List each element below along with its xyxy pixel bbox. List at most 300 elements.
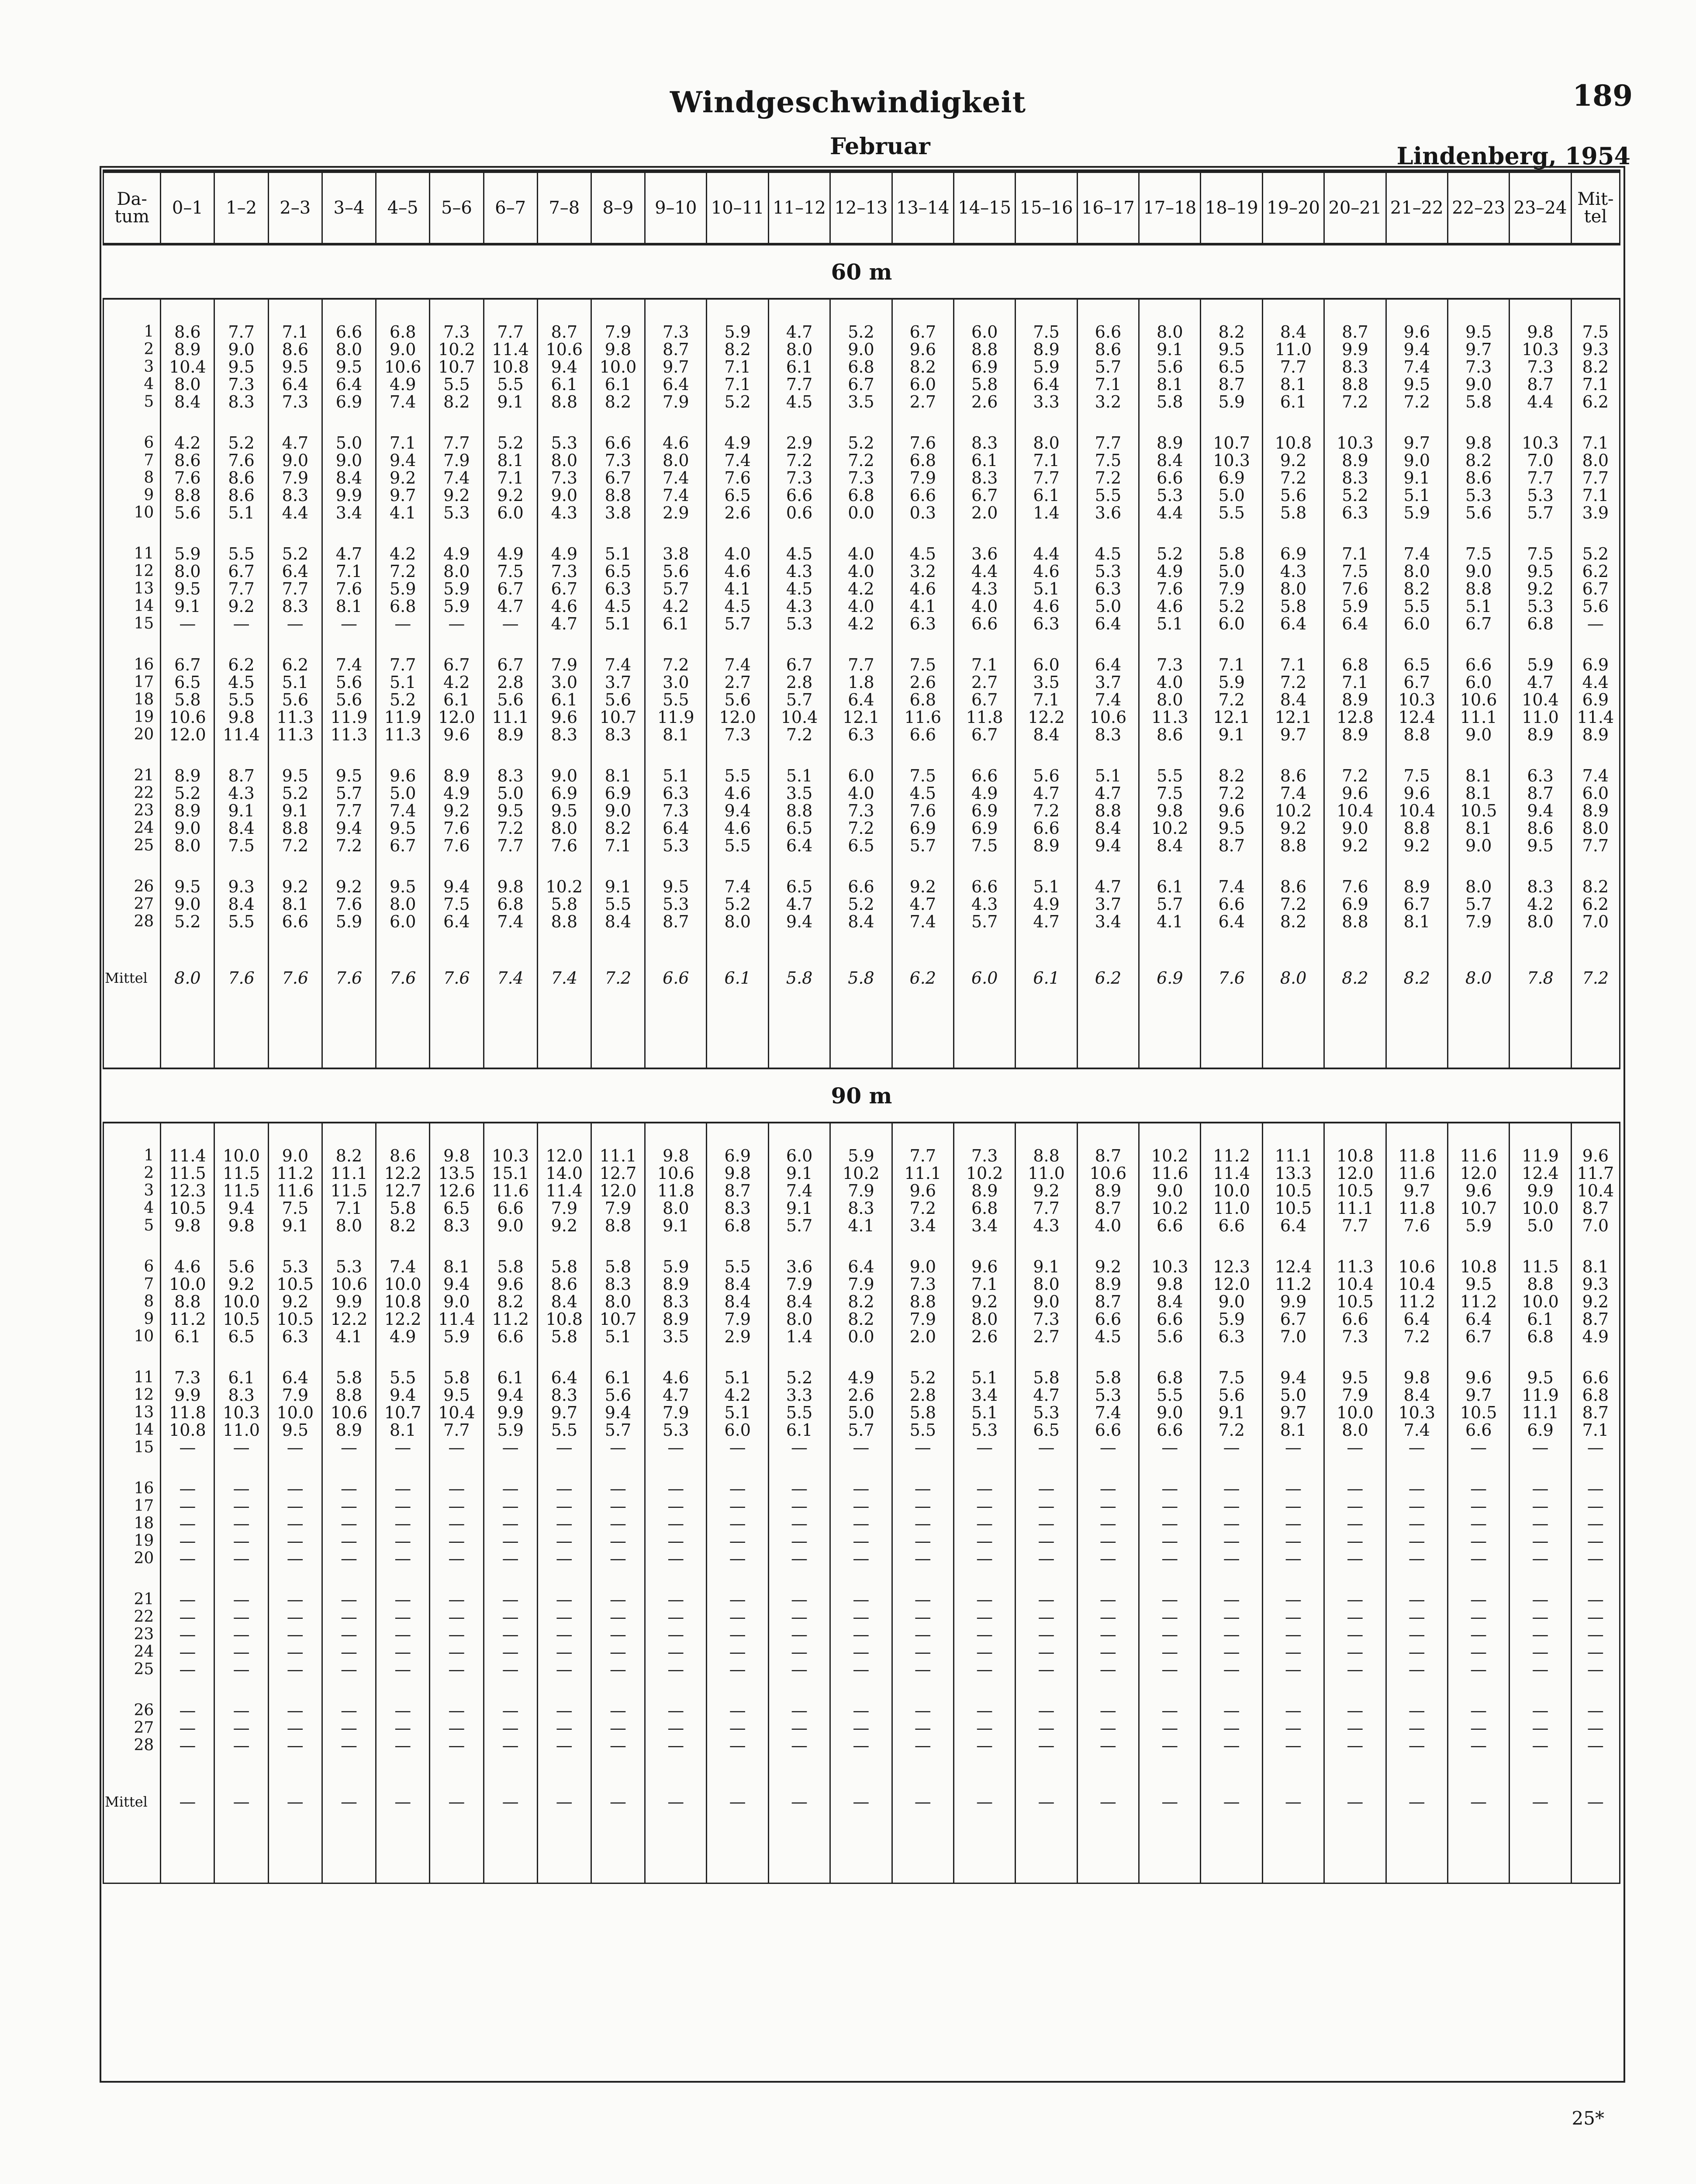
empty-cell (1077, 1456, 1139, 1480)
value-cell: — (1509, 1737, 1571, 1754)
value-cell: 7.3 (537, 469, 591, 487)
value-cell: 3.4 (1077, 913, 1139, 930)
empty-cell (892, 1754, 953, 1778)
value-cell: — (707, 1608, 768, 1626)
value-cell: 8.8 (768, 802, 830, 819)
value-cell: 8.6 (214, 469, 268, 487)
mean-value-cell: 8.0 (1447, 954, 1509, 1002)
empty-cell (768, 1002, 830, 1068)
value-cell: 8.8 (591, 1217, 645, 1234)
empty-cell (1324, 1002, 1386, 1068)
value-cell: 10.3 (1386, 1404, 1447, 1421)
empty-cell (1386, 1754, 1447, 1778)
empty-cell (1324, 522, 1386, 545)
value-cell: 11.8 (645, 1182, 707, 1199)
value-cell: 9.4 (376, 452, 430, 469)
empty-cell (537, 1234, 591, 1258)
day-cell: 15 (104, 1439, 161, 1456)
value-cell: 7.2 (322, 837, 376, 854)
value-cell: 8.2 (430, 393, 484, 411)
value-cell: 5.3 (1509, 598, 1571, 615)
value-cell: 7.3 (430, 323, 484, 341)
empty-cell (268, 1456, 322, 1480)
value-cell: 8.3 (953, 469, 1015, 487)
value-cell: 7.0 (1509, 452, 1571, 469)
value-cell: 5.3 (1139, 487, 1201, 504)
mean-value-cell: — (591, 1778, 645, 1826)
value-cell: — (161, 1480, 214, 1497)
day-cell: 14 (104, 1421, 161, 1439)
value-cell: 7.2 (1324, 767, 1386, 784)
empty-cell (161, 1754, 214, 1778)
value-cell: 3.4 (953, 1217, 1015, 1234)
daily-mean-cell: — (1571, 615, 1620, 632)
empty-cell (1077, 1826, 1139, 1883)
spacer-row (104, 1234, 1620, 1258)
value-cell: — (322, 1608, 376, 1626)
value-cell: — (214, 1719, 268, 1737)
value-cell: 11.4 (484, 341, 537, 358)
value-cell: — (1447, 1480, 1509, 1497)
daily-mean-cell: 6.0 (1571, 784, 1620, 802)
value-cell: 9.8 (1509, 323, 1571, 341)
value-cell: 11.4 (430, 1310, 484, 1328)
value-cell: — (484, 1532, 537, 1550)
empty-cell (830, 411, 892, 434)
daily-mean-cell: 8.2 (1571, 878, 1620, 895)
header-hour: 21–22 (1386, 171, 1447, 244)
daily-mean-cell: 4.9 (1571, 1328, 1620, 1345)
value-cell: 5.7 (953, 913, 1015, 930)
header-hour: 4–5 (376, 171, 430, 244)
value-cell: 4.5 (768, 393, 830, 411)
value-cell: 10.0 (214, 1147, 268, 1165)
empty-cell (830, 1567, 892, 1591)
day-cell: 3 (104, 1182, 161, 1199)
value-cell: 7.6 (537, 837, 591, 854)
value-cell: 7.7 (768, 376, 830, 393)
day-cell: 23 (104, 1626, 161, 1643)
value-cell: 5.9 (430, 598, 484, 615)
value-cell: 7.2 (1201, 691, 1262, 708)
value-cell: 6.6 (830, 878, 892, 895)
value-cell: 7.5 (892, 656, 953, 674)
empty-cell (1262, 632, 1324, 656)
value-cell: — (830, 1702, 892, 1719)
daily-mean-cell: 7.4 (1571, 767, 1620, 784)
empty-cell (1262, 930, 1324, 954)
value-cell: 9.2 (1509, 580, 1571, 598)
value-cell: 8.8 (322, 1386, 376, 1404)
value-cell: 10.5 (161, 1199, 214, 1217)
value-cell: — (1016, 1719, 1077, 1737)
value-cell: 5.1 (1077, 767, 1139, 784)
value-cell: 5.6 (268, 691, 322, 708)
value-cell: 3.2 (1077, 393, 1139, 411)
value-cell: 4.6 (645, 434, 707, 452)
value-cell: 10.3 (1509, 341, 1571, 358)
empty-cell (830, 1678, 892, 1702)
value-cell: 9.7 (1386, 434, 1447, 452)
value-cell: 8.2 (484, 1293, 537, 1310)
empty-cell (537, 930, 591, 954)
value-cell: — (1447, 1439, 1509, 1456)
value-cell: 4.7 (537, 615, 591, 632)
value-cell: — (484, 615, 537, 632)
value-cell: 9.6 (537, 708, 591, 726)
day-cell: 19 (104, 1532, 161, 1550)
empty-cell (430, 1678, 484, 1702)
table-row (104, 1497, 1620, 1515)
empty-cell (645, 1123, 707, 1147)
daily-mean-cell: 6.6 (1571, 1369, 1620, 1386)
value-cell: 4.2 (707, 1386, 768, 1404)
header-hour: 2–3 (268, 171, 322, 244)
empty-cell (645, 1826, 707, 1883)
value-cell: 4.3 (768, 563, 830, 580)
value-cell: — (1262, 1608, 1324, 1626)
empty-cell (1509, 1002, 1571, 1068)
value-cell: 4.6 (707, 784, 768, 802)
value-cell: — (376, 1737, 430, 1754)
value-cell: 8.1 (1262, 1421, 1324, 1439)
value-cell: — (953, 1515, 1015, 1532)
value-cell: 9.5 (1509, 1369, 1571, 1386)
empty-cell (1324, 1567, 1386, 1591)
value-cell: 9.5 (1386, 376, 1447, 393)
value-cell: 6.7 (430, 656, 484, 674)
value-cell: 7.7 (376, 656, 430, 674)
value-cell: 9.9 (484, 1404, 537, 1421)
value-cell: 8.3 (537, 1386, 591, 1404)
value-cell: 6.0 (1201, 615, 1262, 632)
value-cell: 8.6 (1262, 878, 1324, 895)
empty-cell (484, 854, 537, 878)
value-cell: 7.2 (645, 656, 707, 674)
value-cell: 10.0 (161, 1275, 214, 1293)
day-cell: 26 (104, 878, 161, 895)
value-cell: — (1077, 1643, 1139, 1661)
mean-value-cell: 8.2 (1324, 954, 1386, 1002)
value-cell: 7.1 (953, 1275, 1015, 1293)
value-cell: 6.0 (376, 913, 430, 930)
value-cell: 9.5 (1447, 323, 1509, 341)
empty-cell (161, 1456, 214, 1480)
value-cell: — (1201, 1608, 1262, 1626)
value-cell: 12.3 (1201, 1258, 1262, 1275)
value-cell: — (1016, 1480, 1077, 1497)
empty-cell (830, 1456, 892, 1480)
empty-cell (268, 1567, 322, 1591)
value-cell: 5.1 (1447, 598, 1509, 615)
value-cell: — (953, 1661, 1015, 1678)
empty-cell (1386, 854, 1447, 878)
value-cell: 8.9 (161, 802, 214, 819)
value-cell: — (268, 1439, 322, 1456)
empty-cell (1386, 1123, 1447, 1147)
value-cell: 5.5 (214, 691, 268, 708)
value-cell: 7.1 (707, 358, 768, 376)
header-date: Da-tum (104, 171, 161, 244)
value-cell: 8.0 (322, 341, 376, 358)
value-cell: 8.4 (1386, 1386, 1447, 1404)
value-cell: 5.7 (892, 837, 953, 854)
value-cell: — (1016, 1497, 1077, 1515)
value-cell: 8.4 (1139, 837, 1201, 854)
value-cell: 4.7 (768, 895, 830, 913)
value-cell: — (591, 1737, 645, 1754)
empty-cell (892, 930, 953, 954)
value-cell: — (484, 1661, 537, 1678)
value-cell: 11.8 (1386, 1199, 1447, 1217)
value-cell: 7.3 (645, 323, 707, 341)
table-row (104, 1661, 1620, 1678)
value-cell: 10.2 (953, 1165, 1015, 1182)
value-cell: 8.0 (768, 341, 830, 358)
value-cell: — (161, 1719, 214, 1737)
value-cell: 9.2 (214, 598, 268, 615)
empty-cell (768, 1678, 830, 1702)
daily-mean-cell: — (1571, 1550, 1620, 1567)
value-cell: 8.2 (830, 1293, 892, 1310)
value-cell: — (268, 1737, 322, 1754)
value-cell: 2.6 (830, 1386, 892, 1404)
value-cell: — (1139, 1626, 1201, 1643)
spacer-row (104, 1754, 1620, 1778)
value-cell: 4.1 (892, 598, 953, 615)
empty-cell (214, 522, 268, 545)
mean-value-cell: — (430, 1778, 484, 1826)
mean-value-cell: 7.6 (322, 954, 376, 1002)
value-cell: 5.9 (376, 580, 430, 598)
value-cell: 6.9 (1324, 895, 1386, 913)
empty-cell (1016, 299, 1077, 323)
empty-cell (104, 1123, 161, 1147)
section-header-row (104, 244, 1620, 299)
empty-cell (1201, 1123, 1262, 1147)
empty-cell (1016, 1234, 1077, 1258)
value-cell: 8.4 (214, 895, 268, 913)
table-row (104, 598, 1620, 615)
value-cell: — (376, 1591, 430, 1608)
value-cell: 6.5 (1016, 1421, 1077, 1439)
value-cell: 9.6 (892, 341, 953, 358)
empty-cell (161, 299, 214, 323)
value-cell: — (1509, 1661, 1571, 1678)
value-cell: 10.3 (1509, 434, 1571, 452)
value-cell: — (268, 615, 322, 632)
value-cell: — (430, 1591, 484, 1608)
empty-cell (322, 411, 376, 434)
empty-cell (430, 632, 484, 656)
value-cell: 7.2 (830, 819, 892, 837)
value-cell: 9.5 (268, 767, 322, 784)
empty-cell (430, 743, 484, 767)
table-row (104, 1421, 1620, 1439)
value-cell: 5.0 (322, 434, 376, 452)
empty-cell (1077, 1345, 1139, 1369)
value-cell: — (1016, 1702, 1077, 1719)
value-cell: — (830, 1737, 892, 1754)
empty-cell (104, 1002, 161, 1068)
empty-cell (1077, 1567, 1139, 1591)
value-cell: — (591, 1626, 645, 1643)
spacer-row (104, 930, 1620, 954)
empty-cell (707, 1234, 768, 1258)
value-cell: 7.4 (645, 469, 707, 487)
empty-cell (1016, 411, 1077, 434)
value-cell: 9.2 (1262, 452, 1324, 469)
empty-cell (376, 1345, 430, 1369)
value-cell: 6.3 (892, 615, 953, 632)
value-cell: 9.7 (537, 1404, 591, 1421)
value-cell: — (1201, 1719, 1262, 1737)
table-row (104, 1182, 1620, 1199)
empty-cell (953, 1123, 1015, 1147)
value-cell: 10.4 (1386, 802, 1447, 819)
value-cell: — (376, 1719, 430, 1737)
value-cell: 4.7 (1077, 878, 1139, 895)
day-cell: 5 (104, 393, 161, 411)
value-cell: — (1386, 1719, 1447, 1737)
value-cell: 8.8 (161, 487, 214, 504)
value-cell: — (1447, 1591, 1509, 1608)
header-hour: 22–23 (1447, 171, 1509, 244)
value-cell: 10.6 (645, 1165, 707, 1182)
value-cell: 11.1 (1447, 708, 1509, 726)
value-cell: 4.7 (1509, 674, 1571, 691)
empty-cell (1016, 1567, 1077, 1591)
value-cell: 9.7 (1447, 341, 1509, 358)
empty-cell (830, 854, 892, 878)
empty-cell (104, 1345, 161, 1369)
value-cell: 7.7 (892, 1147, 953, 1165)
value-cell: 7.1 (1077, 376, 1139, 393)
empty-cell (591, 1826, 645, 1883)
value-cell: 5.5 (645, 691, 707, 708)
empty-cell (161, 1234, 214, 1258)
empty-cell (1509, 1754, 1571, 1778)
value-cell: 4.3 (953, 580, 1015, 598)
empty-cell (953, 299, 1015, 323)
value-cell: — (892, 1626, 953, 1643)
value-cell: 9.1 (768, 1165, 830, 1182)
day-cell: 24 (104, 819, 161, 837)
empty-cell (768, 1826, 830, 1883)
value-cell: 0.0 (830, 504, 892, 522)
daily-mean-cell: 7.0 (1571, 913, 1620, 930)
value-cell: — (214, 1480, 268, 1497)
value-cell: 5.9 (707, 323, 768, 341)
empty-cell (214, 1456, 268, 1480)
value-cell: 8.3 (1509, 878, 1571, 895)
value-cell: 7.4 (591, 656, 645, 674)
empty-cell (268, 1234, 322, 1258)
value-cell: 8.2 (591, 393, 645, 411)
value-cell: 9.4 (1077, 837, 1139, 854)
value-cell: 6.8 (830, 487, 892, 504)
value-cell: 6.1 (161, 1328, 214, 1345)
value-cell: — (1201, 1737, 1262, 1754)
empty-cell (591, 1678, 645, 1702)
overall-mean-cell: 7.2 (1571, 954, 1620, 1002)
value-cell: 10.5 (268, 1275, 322, 1293)
empty-cell (1262, 522, 1324, 545)
daily-mean-cell: — (1571, 1643, 1620, 1661)
value-cell: 7.9 (268, 469, 322, 487)
empty-cell (484, 743, 537, 767)
value-cell: 6.7 (1386, 674, 1447, 691)
empty-cell (892, 1678, 953, 1702)
value-cell: 7.3 (1016, 1310, 1077, 1328)
empty-cell (484, 1234, 537, 1258)
value-cell: 6.3 (830, 726, 892, 743)
value-cell: — (1324, 1532, 1386, 1550)
value-cell: 12.1 (830, 708, 892, 726)
value-cell: 9.4 (1386, 341, 1447, 358)
empty-cell (1571, 411, 1620, 434)
value-cell: 5.2 (830, 895, 892, 913)
value-cell: 4.3 (1262, 563, 1324, 580)
value-cell: 8.8 (1386, 819, 1447, 837)
empty-cell (1447, 930, 1509, 954)
value-cell: 8.3 (1324, 358, 1386, 376)
spacer-row (104, 411, 1620, 434)
value-cell: 10.3 (1201, 452, 1262, 469)
value-cell: 7.5 (1139, 784, 1201, 802)
value-cell: — (768, 1532, 830, 1550)
daily-mean-cell: 8.7 (1571, 1310, 1620, 1328)
value-cell: — (591, 1608, 645, 1626)
value-cell: 8.1 (591, 767, 645, 784)
value-cell: 6.8 (830, 358, 892, 376)
empty-cell (1447, 1002, 1509, 1068)
empty-cell (1201, 299, 1262, 323)
value-cell: 6.1 (484, 1369, 537, 1386)
empty-cell (830, 522, 892, 545)
empty-cell (376, 1754, 430, 1778)
value-cell: 9.4 (768, 913, 830, 930)
value-cell: — (1447, 1661, 1509, 1678)
value-cell: 7.6 (430, 837, 484, 854)
value-cell: 6.6 (484, 1199, 537, 1217)
value-cell: 5.0 (1077, 598, 1139, 615)
value-cell: 10.0 (1509, 1199, 1571, 1217)
empty-cell (104, 411, 161, 434)
value-cell: 8.4 (322, 469, 376, 487)
value-cell: 7.2 (1201, 784, 1262, 802)
value-cell: 6.1 (768, 1421, 830, 1439)
value-cell: — (768, 1643, 830, 1661)
value-cell: 10.8 (1262, 434, 1324, 452)
value-cell: — (430, 1480, 484, 1497)
day-cell: 9 (104, 1310, 161, 1328)
value-cell: 8.9 (1139, 434, 1201, 452)
value-cell: 6.4 (322, 376, 376, 393)
spacer-row (104, 1345, 1620, 1369)
value-cell: 8.7 (214, 767, 268, 784)
value-cell: 4.5 (591, 598, 645, 615)
value-cell: 8.9 (1324, 452, 1386, 469)
value-cell: — (1386, 1643, 1447, 1661)
value-cell: — (1139, 1643, 1201, 1661)
empty-cell (707, 632, 768, 656)
value-cell: — (1509, 1515, 1571, 1532)
value-cell: 4.3 (768, 598, 830, 615)
value-cell: 7.1 (1201, 656, 1262, 674)
value-cell: 6.4 (830, 691, 892, 708)
mean-value-cell: 7.6 (214, 954, 268, 1002)
